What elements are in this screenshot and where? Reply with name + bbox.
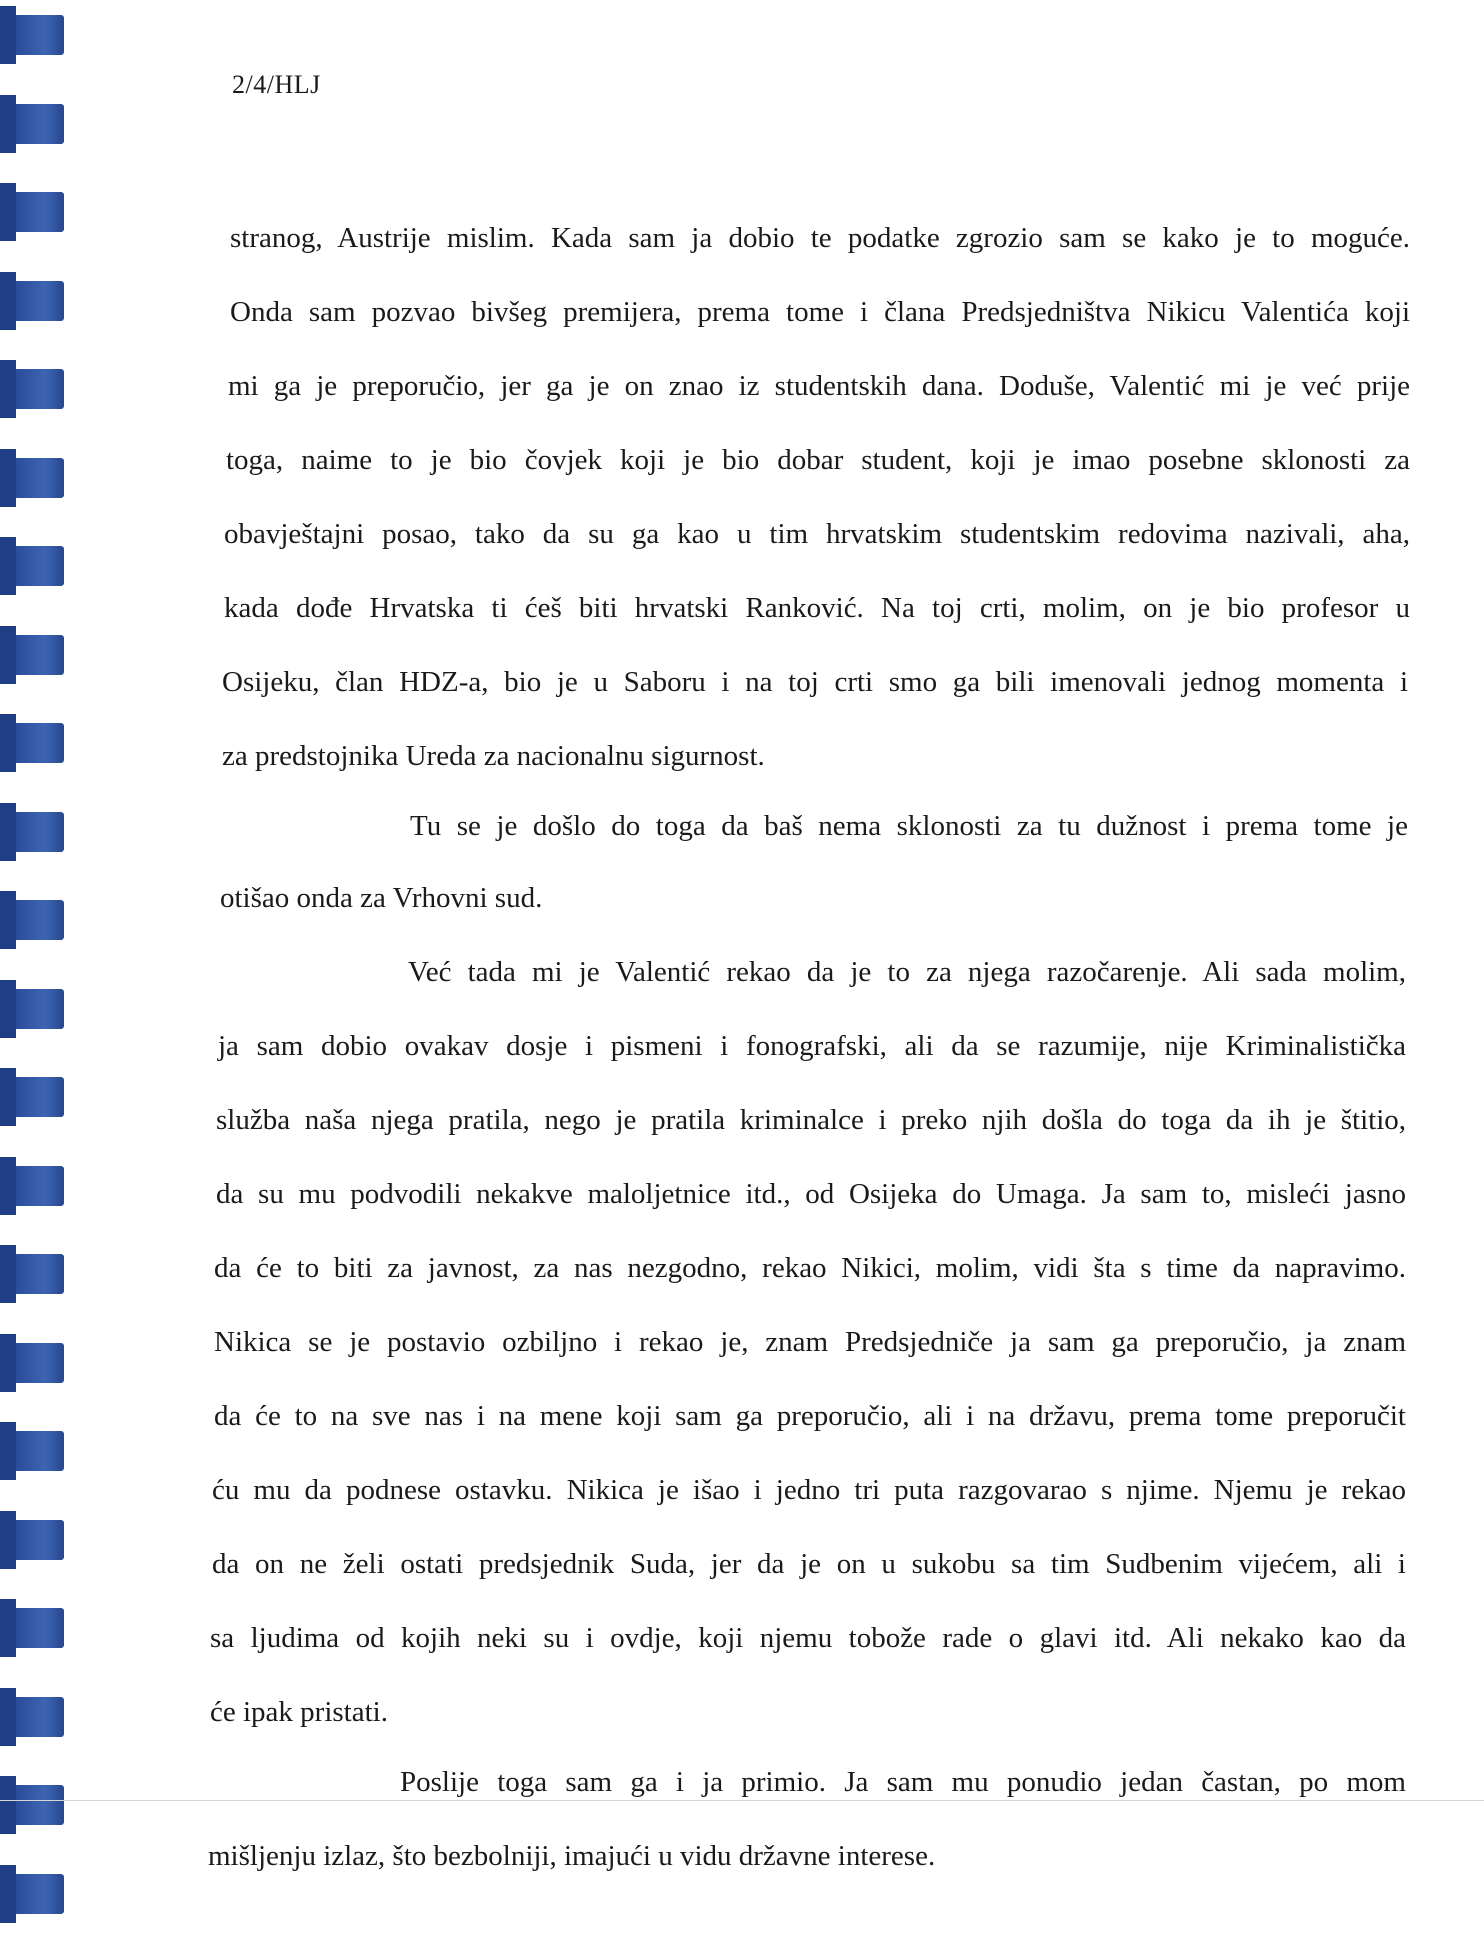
text-line: kada dođe Hrvatska ti ćeš biti hrvatski Ranković. Na toj crti, molim, on je bio profesor u <box>224 592 1410 624</box>
text-line: ću mu da podnese ostavku. Nikica je išao i jedno tri puta razgovarao s njime. Njemu je rekao <box>212 1474 1406 1506</box>
text-line: obavještajni posao, tako da su ga kao u tim hrvatskim studentskim redovima nazivali, aha, <box>224 518 1410 550</box>
text-line: za predstojnika Ureda za nacionalnu sigurnost. <box>222 740 765 772</box>
binding-hole-mark <box>0 537 70 595</box>
scan-fold-line <box>0 1800 1484 1801</box>
binding-hole-mark <box>0 1068 70 1126</box>
binding-hole-mark <box>0 272 70 330</box>
text-line: stranog, Austrije mislim. Kada sam ja dobio te podatke zgrozio sam se kako je to moguće. <box>230 222 1410 254</box>
binding-hole-mark <box>0 1599 70 1657</box>
binding-hole-mark <box>0 1865 70 1923</box>
binding-hole-mark <box>0 360 70 418</box>
text-line: da će to biti za javnost, za nas nezgodno, rekao Nikici, molim, vidi šta s time da napravimo. <box>214 1252 1406 1284</box>
text-line: Onda sam pozvao bivšeg premijera, prema tome i člana Predsjedništva Nikicu Valentića koji <box>230 296 1410 328</box>
binding-hole-mark <box>0 6 70 64</box>
text-line: otišao onda za Vrhovni sud. <box>220 882 543 914</box>
binding-hole-mark <box>0 1688 70 1746</box>
binding-hole-mark <box>0 1776 70 1834</box>
text-line: Osijeku, član HDZ-a, bio je u Saboru i na toj crti smo ga bili imenovali jednog momenta i <box>222 666 1408 698</box>
binding-hole-mark <box>0 1511 70 1569</box>
binding-hole-mark <box>0 626 70 684</box>
text-line: toga, naime to je bio čovjek koji je bio dobar student, koji je imao posebne sklonosti za <box>226 444 1410 476</box>
binding-hole-mark <box>0 95 70 153</box>
text-line: Tu se je došlo do toga da baš nema sklonosti za tu dužnost i prema tome je <box>410 810 1408 842</box>
text-line: da on ne želi ostati predsjednik Suda, jer da je on u sukobu sa tim Sudbenim vijećem, ali i <box>212 1548 1406 1580</box>
binding-hole-mark <box>0 714 70 772</box>
text-line: Poslije toga sam ga i ja primio. Ja sam mu ponudio jedan častan, po mom <box>400 1766 1406 1798</box>
binding-hole-mark <box>0 1334 70 1392</box>
text-line: Nikica se je postavio ozbiljno i rekao je, znam Predsjedniče ja sam ga preporučio, ja znam <box>214 1326 1406 1358</box>
text-line: će ipak pristati. <box>210 1696 388 1728</box>
binding-hole-mark <box>0 891 70 949</box>
binding-hole-mark <box>0 1245 70 1303</box>
text-line: da će to na sve nas i na mene koji sam ga preporučio, ali i na državu, prema tome preporučit <box>214 1400 1406 1432</box>
spiral-binding-strip <box>0 0 70 1949</box>
binding-hole-mark <box>0 183 70 241</box>
text-line: mišljenju izlaz, što bezbolniji, imajući u vidu državne interese. <box>208 1840 936 1872</box>
text-line: Već tada mi je Valentić rekao da je to za njega razočarenje. Ali sada molim, <box>408 956 1406 988</box>
binding-hole-mark <box>0 1422 70 1480</box>
document-reference: 2/4/HLJ <box>232 70 321 99</box>
binding-hole-mark <box>0 803 70 861</box>
binding-hole-mark <box>0 449 70 507</box>
text-line: mi ga je preporučio, jer ga je on znao iz studentskih dana. Doduše, Valentić mi je već prije <box>228 370 1410 402</box>
text-line: ja sam dobio ovakav dosje i pismeni i fonografski, ali da se razumije, nije Kriminalistička <box>218 1030 1406 1062</box>
text-line: sa ljudima od kojih neki su i ovdje, koji njemu tobože rade o glavi itd. Ali nekako kao da <box>210 1622 1406 1654</box>
text-line: služba naša njega pratila, nego je pratila kriminalce i preko njih došla do toga da ih je štitio, <box>216 1104 1406 1136</box>
binding-hole-mark <box>0 1157 70 1215</box>
text-line: da su mu podvodili nekakve maloljetnice itd., od Osijeka do Umaga. Ja sam to, misleći jasno <box>216 1178 1406 1210</box>
binding-hole-mark <box>0 980 70 1038</box>
